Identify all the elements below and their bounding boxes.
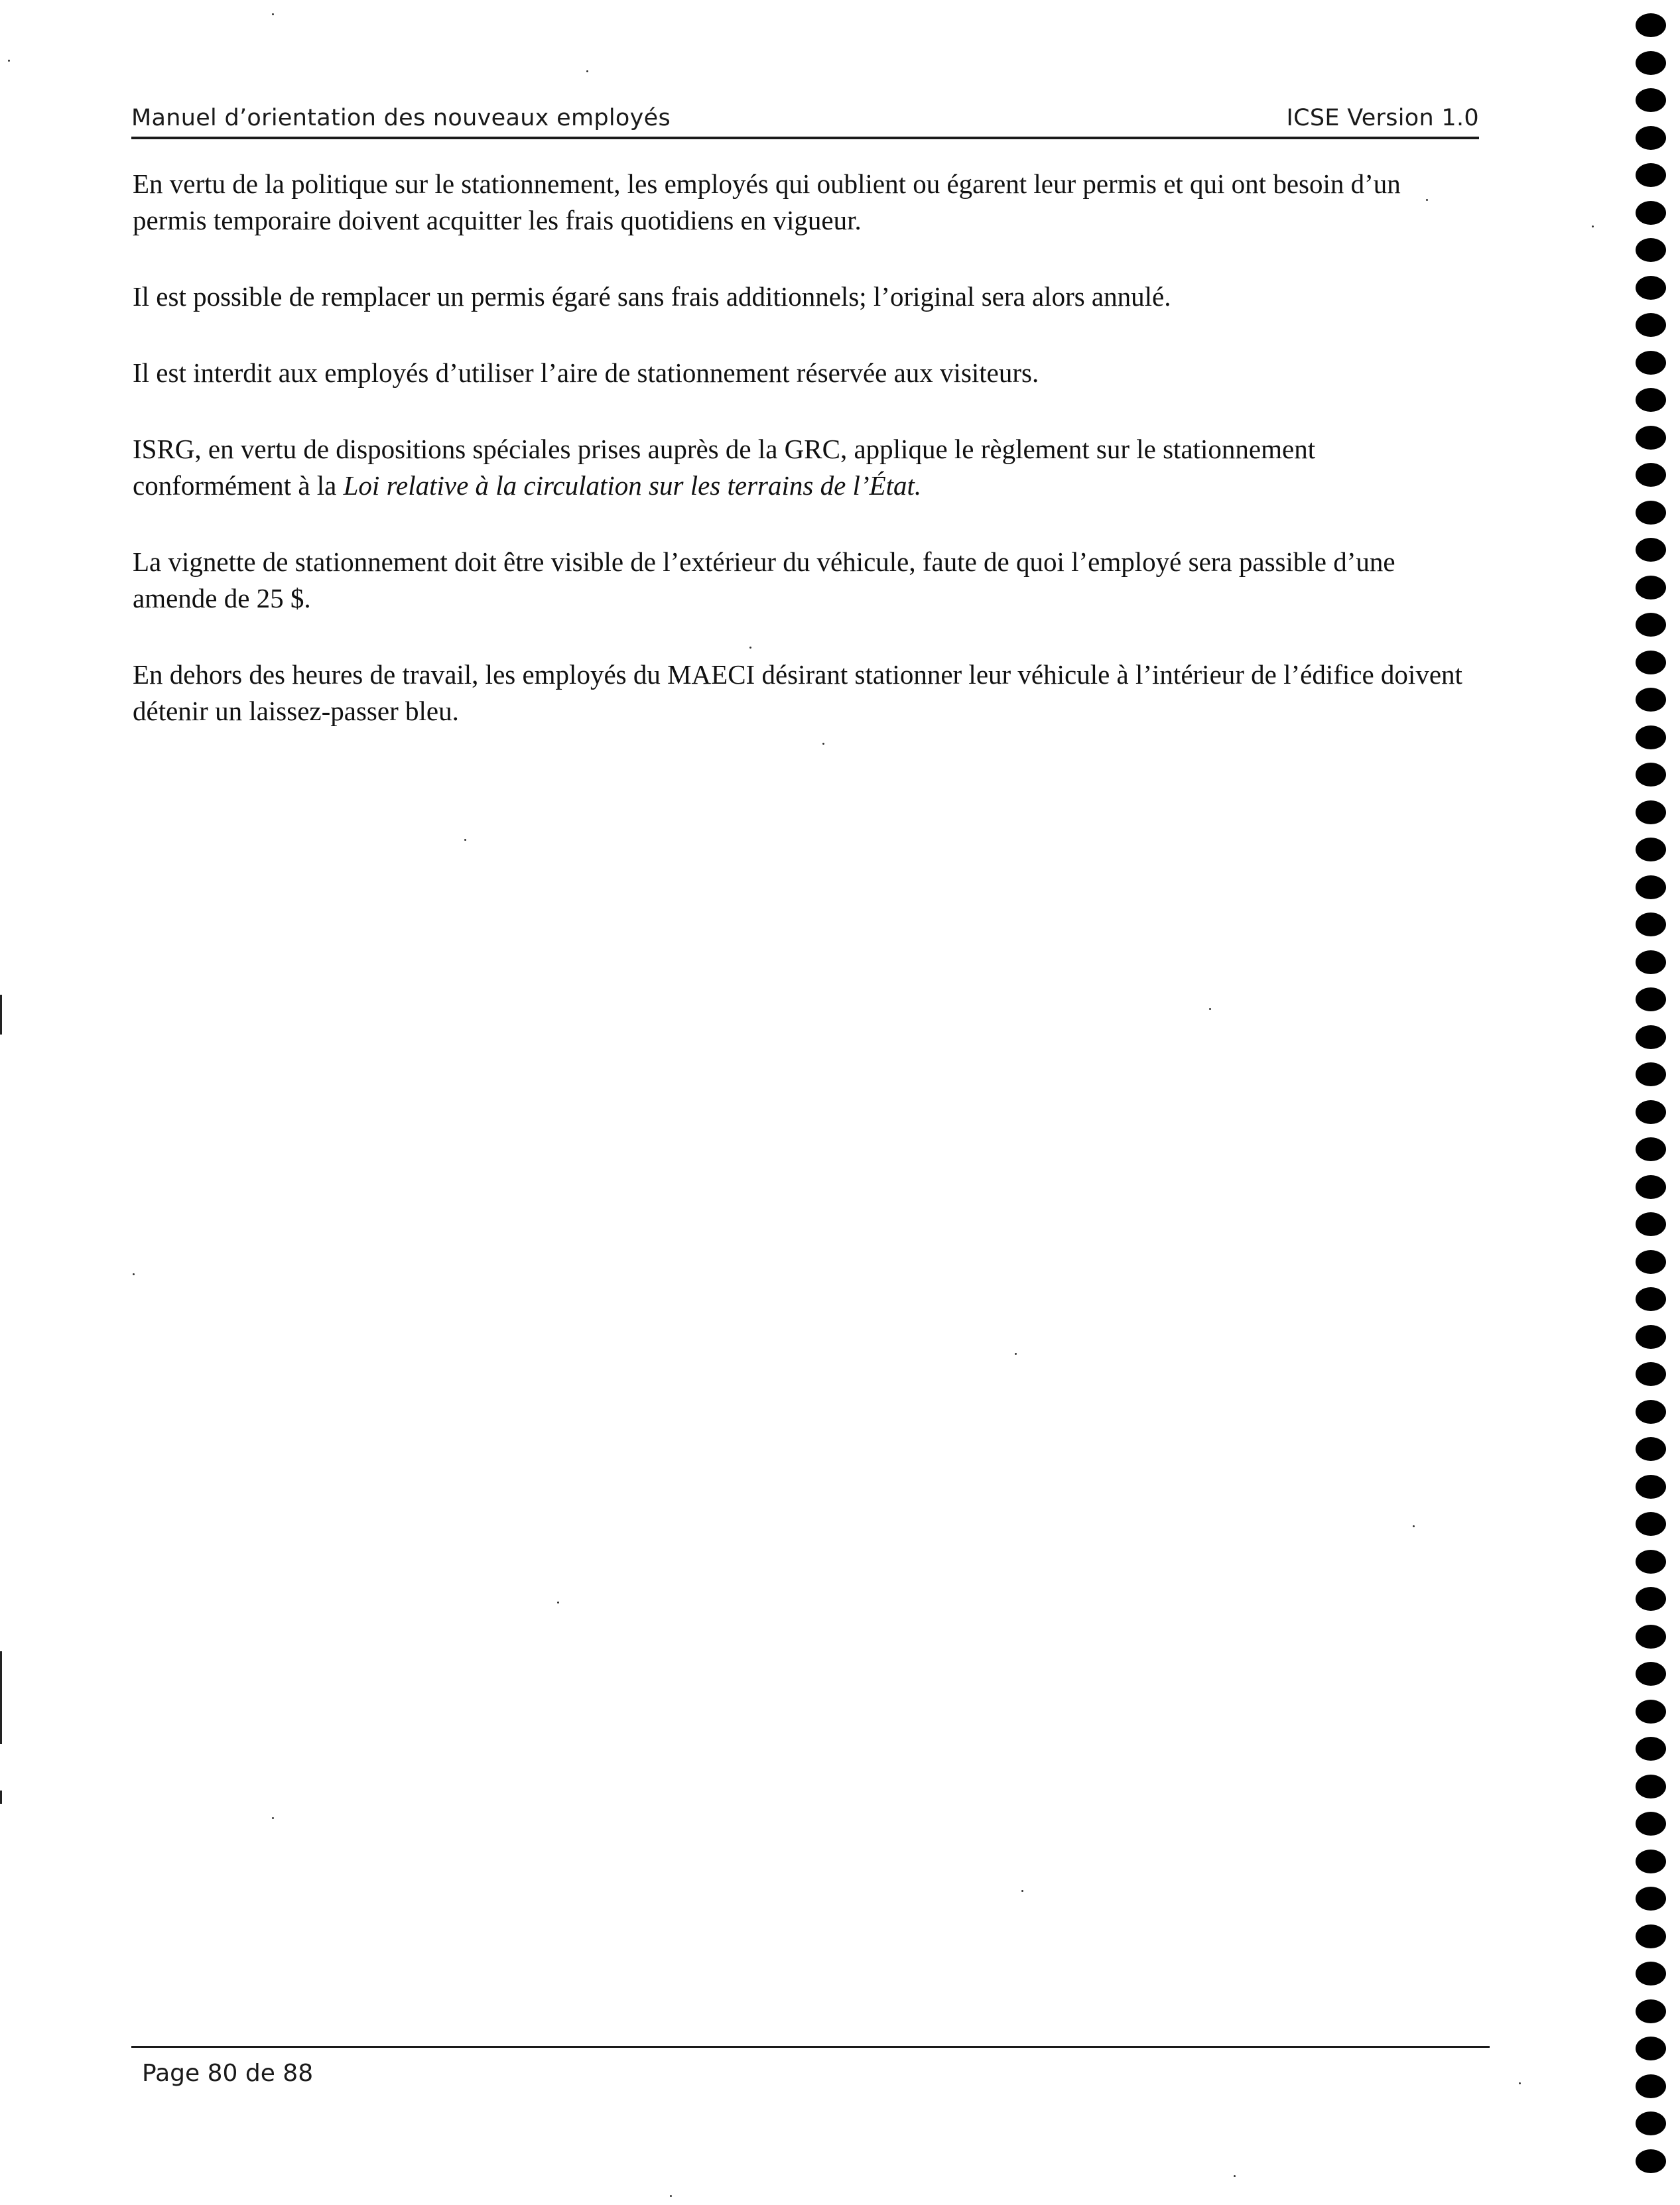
- binding-hole: [1636, 501, 1666, 525]
- paragraph-permit-replacement: Il est possible de remplacer un permis égaré sans frais additionnels; l’original sera alors annulé.: [133, 281, 1171, 312]
- paragraph-enforcement: [133, 431, 1466, 504]
- scan-speck: [670, 2195, 672, 2197]
- scan-edge-mark: [0, 1651, 2, 1744]
- binding-hole: [1636, 763, 1666, 787]
- binding-hole: [1636, 1887, 1666, 1911]
- scan-speck: [8, 60, 10, 62]
- binding-hole: [1636, 1400, 1666, 1424]
- binding-hole: [1636, 163, 1666, 187]
- footer-rule: [131, 2046, 1490, 2048]
- binding-hole: [1636, 2037, 1666, 2060]
- binding-hole: [1636, 1437, 1666, 1461]
- scan-speck: [1015, 1353, 1017, 1355]
- binding-hole: [1636, 1100, 1666, 1124]
- binding-hole: [1636, 2074, 1666, 2098]
- scan-speck: [272, 1817, 274, 1819]
- binding-hole: [1636, 276, 1666, 300]
- binding-hole: [1636, 126, 1666, 150]
- binding-hole: [1636, 1475, 1666, 1499]
- binding-hole: [1636, 987, 1666, 1011]
- binding-hole: [1636, 351, 1666, 375]
- binding-hole: [1636, 463, 1666, 487]
- binding-hole: [1636, 913, 1666, 936]
- binding-hole: [1636, 1137, 1666, 1161]
- binding-hole: [1636, 1587, 1666, 1611]
- binding-hole: [1636, 1250, 1666, 1274]
- binding-hole: [1636, 88, 1666, 112]
- scan-speck: [1234, 2175, 1236, 2177]
- scan-speck: [1021, 1890, 1023, 1892]
- binding-hole: [1636, 2149, 1666, 2173]
- binding-hole: [1636, 388, 1666, 412]
- binding-hole: [1636, 1287, 1666, 1311]
- scan-speck: [1426, 199, 1428, 201]
- scan-speck: [749, 647, 751, 649]
- binding-hole: [1636, 1999, 1666, 2023]
- scan-speck: [1209, 1008, 1211, 1010]
- scan-speck: [822, 743, 824, 745]
- binding-hole: [1636, 1700, 1666, 1724]
- binding-hole: [1636, 1550, 1666, 1574]
- scan-speck: [133, 1273, 135, 1275]
- binding-hole: [1636, 238, 1666, 262]
- binding-hole: [1636, 1850, 1666, 1873]
- scan-edge-mark: [0, 1791, 2, 1804]
- binding-hole: [1636, 201, 1666, 225]
- document-body: [133, 166, 1466, 769]
- header-version: ICSE Version 1.0: [1286, 105, 1479, 131]
- binding-hole: [1636, 538, 1666, 562]
- binding-hole: [1636, 313, 1666, 337]
- binding-hole: [1636, 875, 1666, 899]
- binding-hole: [1636, 838, 1666, 861]
- binding-hole: [1636, 1625, 1666, 1649]
- binding-hole: [1636, 576, 1666, 599]
- binding-hole: [1636, 800, 1666, 824]
- binding-hole: [1636, 1512, 1666, 1536]
- binding-hole: [1636, 51, 1666, 75]
- law-title: Loi relative à la circulation sur les terrains de l’État.: [343, 470, 922, 501]
- paragraph-sticker: La vignette de stationnement doit être visible de l’extérieur du véhicule, faute de quoi l’employé sera passible d’une amende de 25 $.: [133, 546, 1395, 613]
- header-title: Manuel d’orientation des nouveaux employés: [131, 105, 671, 131]
- scan-speck: [1413, 1525, 1415, 1527]
- paragraph-permit-fees: En vertu de la politique sur le stationnement, les employés qui oublient ou égarent leur permis et qui ont besoin d’un permis temporaire doivent acquitter les frais quotidiens en vigueur.: [133, 168, 1401, 235]
- scan-speck: [586, 70, 588, 72]
- scan-speck: [1519, 2082, 1521, 2084]
- binding-hole: [1636, 13, 1666, 37]
- binding-hole: [1636, 1325, 1666, 1349]
- paragraph-after-hours: En dehors des heures de travail, les employés du MAECI désirant stationner leur véhicule à l’intérieur de l’édifice doivent détenir un laissez-passer bleu.: [133, 659, 1462, 726]
- paragraph-visitor-parking: Il est interdit aux employés d’utiliser l’aire de stationnement réservée aux visiteurs.: [133, 357, 1039, 388]
- binding-hole: [1636, 1175, 1666, 1199]
- binding-hole: [1636, 1962, 1666, 1985]
- binding-hole: [1636, 651, 1666, 674]
- scan-edge-mark: [0, 995, 2, 1035]
- page-number: Page 80 de 88: [142, 2060, 314, 2087]
- binding-hole: [1636, 1924, 1666, 1948]
- page-header: [131, 97, 1479, 139]
- enforcement-text: ISRG, en vertu de dispositions spéciales prises auprès de la GRC, applique le règlement sur le stationnement conformément à la: [133, 434, 1316, 501]
- binding-hole: [1636, 613, 1666, 637]
- binding-hole: [1636, 426, 1666, 450]
- spiral-binding-holes: [1636, 0, 1680, 2205]
- scan-speck: [272, 13, 274, 15]
- binding-hole: [1636, 725, 1666, 749]
- binding-hole: [1636, 2111, 1666, 2135]
- binding-hole: [1636, 1025, 1666, 1049]
- binding-hole: [1636, 1062, 1666, 1086]
- binding-hole: [1636, 688, 1666, 712]
- binding-hole: [1636, 1662, 1666, 1686]
- binding-hole: [1636, 1737, 1666, 1761]
- binding-hole: [1636, 950, 1666, 974]
- binding-hole: [1636, 1775, 1666, 1798]
- binding-hole: [1636, 1212, 1666, 1236]
- scan-speck: [464, 839, 466, 841]
- scan-speck: [1592, 225, 1594, 227]
- binding-hole: [1636, 1362, 1666, 1386]
- scan-speck: [557, 1602, 559, 1604]
- binding-hole: [1636, 1812, 1666, 1836]
